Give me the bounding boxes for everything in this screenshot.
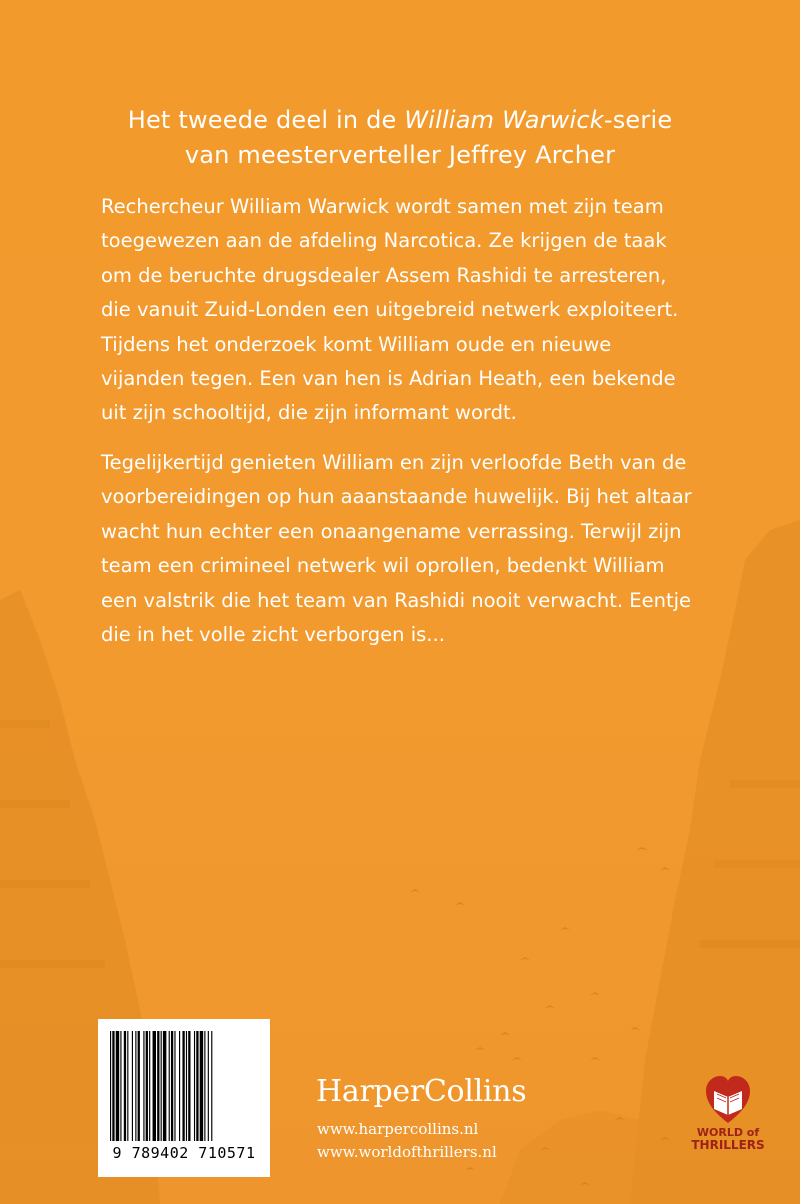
logo-text-line-2: THRILLERS: [691, 1138, 765, 1152]
blurb-line: Tijdens het onderzoek komt William oude en nieuwe: [101, 332, 612, 356]
barcode-bars: [110, 1031, 258, 1141]
isbn-barcode: [98, 1019, 270, 1177]
barcode-bar: [138, 1031, 140, 1141]
barcode-bar: [110, 1031, 111, 1141]
blurb-line: Rechercheur William Warwick wordt samen met zijn team: [101, 195, 664, 218]
barcode-bar: [127, 1031, 128, 1141]
barcode-bar: [112, 1031, 114, 1141]
barcode-bar: [116, 1031, 119, 1141]
series-name: William Warwick: [404, 106, 604, 134]
isbn-number: 9 789402 710571: [112, 1144, 256, 1162]
blurb-line: team een crimineel netwerk wil oprollen, bedenkt William: [101, 554, 665, 578]
barcode-bar: [194, 1031, 195, 1141]
blurb-line: vijanden tegen. Een van hen is Adrian Heath, een bekende: [101, 367, 676, 391]
barcode-bar: [171, 1031, 173, 1141]
blurb-line: Tegelijkertijd genieten William en zijn verloofde Beth van de: [101, 451, 687, 474]
barcode-bar: [161, 1031, 162, 1141]
world-of-thrillers-logo: [688, 1075, 768, 1165]
barcode-bar: [188, 1031, 190, 1141]
logo-text-line-1: WORLD of: [696, 1126, 760, 1139]
barcode-bar: [157, 1031, 159, 1141]
barcode-bar: [169, 1031, 170, 1141]
publisher-url: www.harpercollins.nl: [317, 1120, 479, 1138]
blurb-line: die in het volle zicht verborgen is...: [101, 623, 445, 647]
blurb-paragraph-2: [101, 446, 721, 652]
blurb-line: om de beruchte drugsdealer Assem Rashidi te arresteren,: [101, 263, 667, 287]
barcode-bar: [186, 1031, 187, 1141]
tagline-line-2: van meesterverteller Jeffrey Archer: [184, 141, 616, 169]
blurb-line: uit zijn schooltijd, die zijn informant wordt.: [101, 401, 517, 425]
publisher-name: HarperCollins: [316, 1074, 527, 1109]
barcode-bar: [135, 1031, 136, 1141]
blurb-line: toegewezen aan de afdeling Narcotica. Ze krijgen de taak: [101, 229, 667, 253]
world-of-thrillers-url: www.worldofthrillers.nl: [317, 1143, 497, 1161]
blurb-line: voorbereidingen op hun aaanstaande huwelijk. Bij het altaar: [101, 485, 692, 509]
blurb-paragraph-1: [101, 190, 721, 431]
barcode-bar: [211, 1031, 212, 1141]
barcode-bar: [174, 1031, 175, 1141]
barcode-bar: [120, 1031, 121, 1141]
barcode-bar: [149, 1031, 150, 1141]
barcode-bar: [179, 1031, 180, 1141]
barcode-bar: [204, 1031, 205, 1141]
tagline-line-1: Het tweede deel in de William Warwick-serie: [127, 106, 673, 134]
barcode-bar: [200, 1031, 203, 1141]
book-heart-icon: [705, 1075, 751, 1125]
blurb-line: een valstrik die het team van Rashidi nooit verwacht. Eentje: [101, 588, 692, 612]
blurb-line: wacht hun echter een onaangename verrassing. Terwijl zijn: [101, 519, 682, 543]
barcode-bar: [132, 1031, 133, 1141]
barcode-bar: [143, 1031, 144, 1141]
series-tagline: [0, 103, 800, 173]
barcode-bar: [163, 1031, 166, 1141]
blurb-line: die vanuit Zuid-Londen een uitgebreid netwerk exploiteert.: [101, 298, 679, 322]
barcode-bar: [124, 1031, 126, 1141]
barcode-bar: [182, 1031, 184, 1141]
barcode-bar: [208, 1031, 209, 1141]
barcode-bar: [146, 1031, 148, 1141]
barcode-bar: [196, 1031, 198, 1141]
barcode-bar: [153, 1031, 156, 1141]
